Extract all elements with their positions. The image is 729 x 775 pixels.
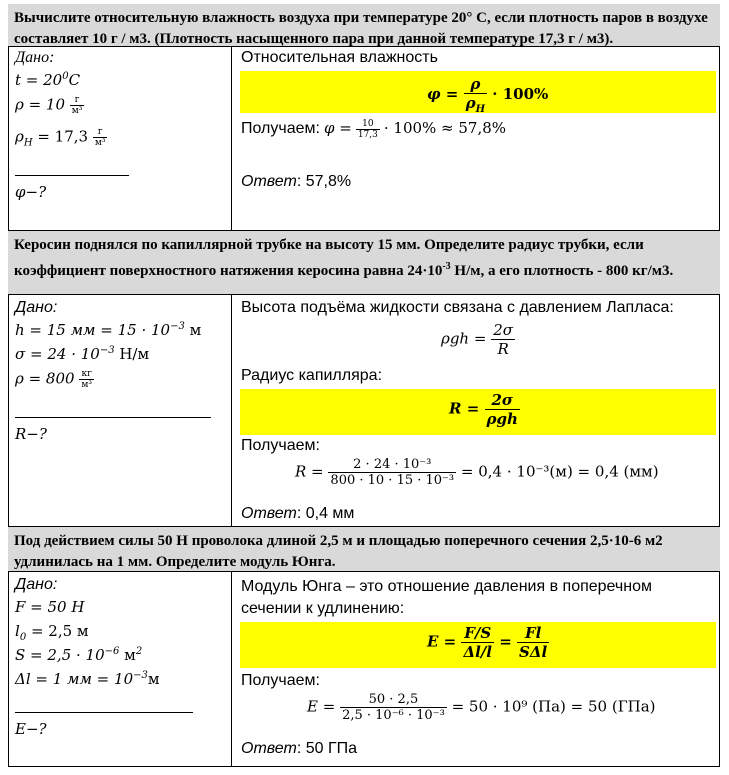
problem-2-table (8, 294, 720, 527)
answer: Ответ: 0,4 мм (241, 505, 355, 522)
find-label: E−? (15, 720, 47, 738)
column-divider (231, 47, 232, 230)
result-line: Получаем: φ = $\frac{10}{17,3}$ · 100% ≈ 57,8% (241, 119, 507, 140)
answer: Ответ: 57,8% (241, 173, 352, 190)
given-label: Дано: (15, 576, 58, 593)
given-elongation: Δl = 1 мм = $10^{-3}м$ (15, 670, 160, 688)
problem-2-statement: Керосин поднялся по капиллярной трубке на высоту 15 мм. Определите радиус трубки, если коэффициент поверхностного натяжения керосина равна $24\cdot 10^{-3}$ Н/м, а его плотность - 800 кг/м3. (8, 231, 720, 294)
problem-1-table (8, 46, 720, 231)
result-label: Получаем: (241, 437, 320, 454)
given-label: Дано: (15, 299, 58, 316)
problem-1-statement: Вычислите относительную влажность воздуха при температуре 20° C, если плотность паров в воздухе составляет 10 г / м3. (Плотность насыщенного пара при данной температуре 17,3 г / м3). (8, 4, 720, 46)
laplace-equation: ρgh = $\frac{2\sigma}{R}$ (441, 321, 513, 358)
column-divider (231, 572, 232, 766)
given-separator (15, 417, 211, 418)
problem-3-table (8, 571, 720, 767)
result-label: Получаем: (241, 672, 320, 689)
column-divider (231, 295, 232, 526)
find-label: φ−? (15, 183, 47, 201)
given-density: ρ = 800 $\frac{кг}{\text{м³}}$ (15, 369, 92, 390)
given-temperature: $t = 20^0C$ (15, 71, 81, 89)
young-result: E = $\frac{50 \cdot 2,5}{\text{2,5 · 10⁻⁶ · 10⁻³}}$ = 50 · 10⁹ (Па) = 50 (ГПа) (307, 692, 656, 723)
given-label: Дано: (15, 49, 55, 66)
radius-result: R = $\frac{\text{2 · 24 · 10⁻³}}{\text{800 · 10 · 15 · 10⁻³}}$ = 0,4 · 10⁻³(м) = 0,4 (мм) (295, 457, 659, 488)
given-separator (15, 175, 129, 176)
given-length: $l_0 = 2,5$ м (15, 622, 89, 643)
young-formula: E = $\frac{F/S}{\Delta l/l}$ = $\frac{Fl}{\text{SΔl}}$ (427, 624, 548, 661)
young-modulus-text: Модуль Юнга – это отношение давления в поперечном сечении к удлинению: (241, 578, 652, 617)
humidity-formula: φ = $\frac{\rho}{\rho_Н}$ · 100% (427, 75, 549, 115)
laplace-text: Высота подъёма жидкости связана с давлением Лапласа: (241, 299, 674, 316)
given-height: h = 15 мм = $15 \cdot 10^{-3}$ м (15, 321, 202, 339)
given-saturated-density: $\rho_H = 17,3$ $\frac{г}{\text{м³}}$ (15, 127, 106, 149)
find-label: R−? (15, 425, 47, 443)
problem-3-statement: Под действием силы 50 Н проволока длиной 2,5 м и площадью поперечного сечения 2,5·10-6 м2 удлинилась на 1 мм. Определите модуль Юнга. (8, 527, 720, 571)
given-vapor-density: ρ = 10 $\frac{г}{\text{м³}}$ (15, 95, 83, 116)
given-separator (15, 712, 193, 713)
answer: Ответ: 50 ГПа (241, 740, 358, 757)
radius-text: Радиус капилляра: (241, 367, 383, 384)
radius-formula: R = $\frac{2\sigma}{\text{ρgh}}$ (449, 391, 518, 428)
solution-title: Относительная влажность (241, 49, 438, 66)
given-area: $S = 2,5 \cdot 10^{-6}$ $м^2$ (15, 646, 143, 664)
given-force: F = 50 H (15, 598, 85, 616)
given-surface-tension: $\sigma = 24 \cdot 10^{-3}$ Н/м (15, 345, 150, 363)
